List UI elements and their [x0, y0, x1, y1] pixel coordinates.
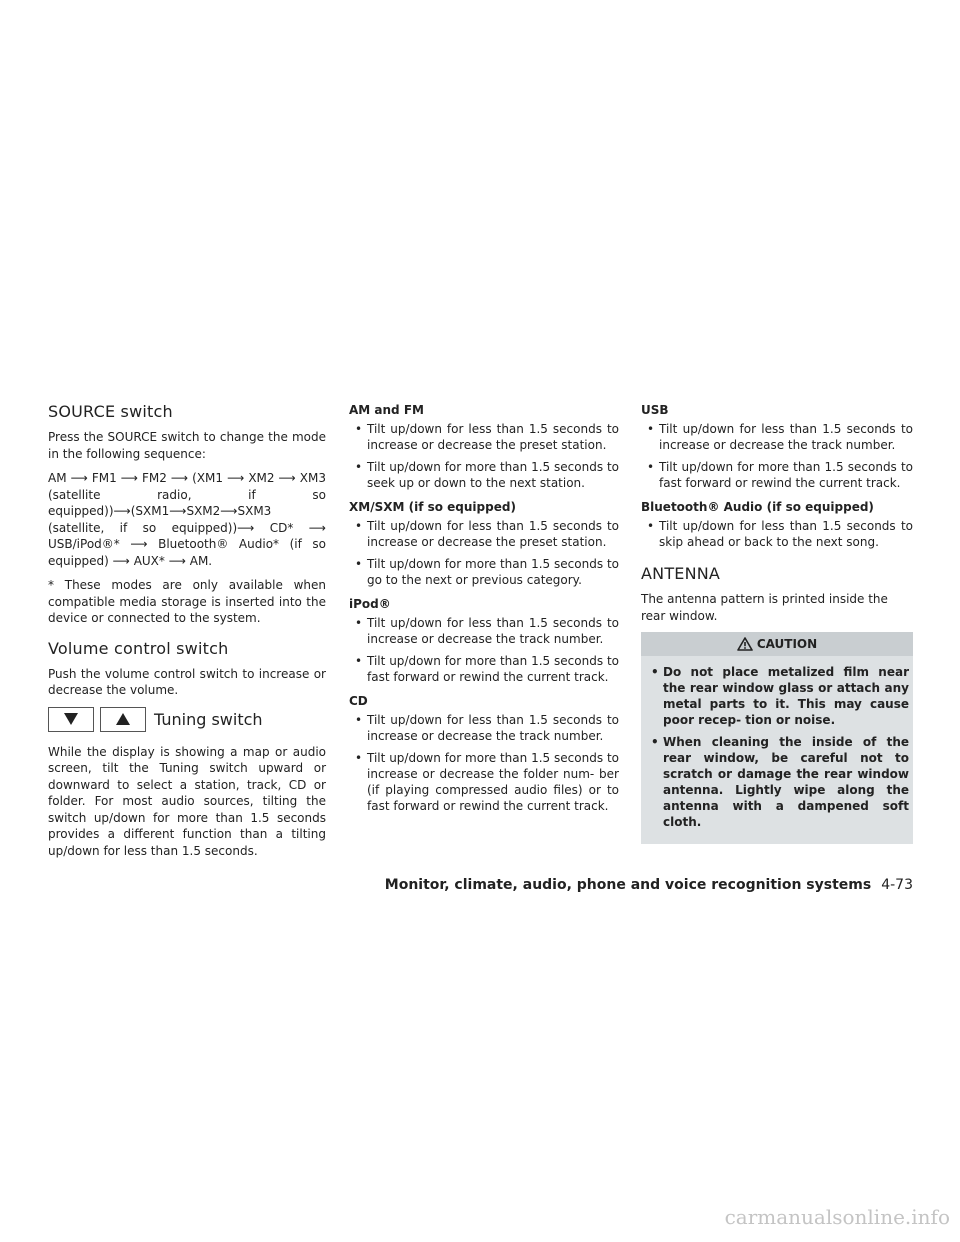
- tune-up-icon: [100, 707, 146, 732]
- cd-list: [349, 712, 619, 814]
- antenna-heading: ANTENNA: [641, 564, 721, 583]
- list-item: • When cleaning the inside of the rear window, be careful not to scratch or damage the rear window antenna. Lightly wipe along the antenna with a dampened soft cloth.: [645, 734, 909, 830]
- tuning-switch-header: [48, 707, 326, 732]
- watermark: carmanualsonline.info: [724, 1205, 950, 1229]
- xm-heading: XM/SXM (if so equipped): [349, 500, 516, 514]
- page-number: 4-73: [881, 877, 913, 893]
- source-sequence-text: AM ⟶ FM1 ⟶ FM2 ⟶ (XM1 ⟶ XM2 ⟶ XM3 (satellite radio, if so equipped))⟶(SXM1⟶SXM2⟶SXM3 (satellite, if so equipped))⟶ CD* ⟶ USB/iPod®* ⟶ Bluetooth® Audio* (if so equipped) ⟶ AUX* ⟶ AM.: [48, 471, 326, 568]
- source-intro-text: Press the SOURCE switch to change the mode in the following sequence:: [48, 430, 326, 461]
- volume-control-heading: Volume control switch: [48, 638, 229, 658]
- list-item: • Tilt up/down for less than 1.5 seconds to increase or decrease the track number.: [349, 615, 619, 647]
- tuning-switch-heading: Tuning switch: [154, 709, 263, 729]
- amfm-heading: AM and FM: [349, 403, 424, 417]
- caution-label: CAUTION: [756, 637, 818, 651]
- usb-list: [641, 421, 913, 491]
- caution-box: [641, 632, 913, 844]
- list-item: • Tilt up/down for more than 1.5 seconds to fast forward or rewind the current track.: [349, 653, 619, 685]
- source-note-text: * These modes are only available when compatible media storage is inserted into the device or connected to the system.: [48, 578, 326, 625]
- list-item: • Tilt up/down for less than 1.5 seconds to increase or decrease the preset station.: [349, 421, 619, 453]
- list-item: • Tilt up/down for less than 1.5 seconds to increase or decrease the preset station.: [349, 518, 619, 550]
- list-item: • Tilt up/down for less than 1.5 seconds to increase or decrease the track number.: [641, 421, 913, 453]
- caution-list: [645, 664, 909, 830]
- ipod-heading: iPod®: [349, 597, 391, 611]
- list-item: • Tilt up/down for more than 1.5 seconds to seek up or down to the next station.: [349, 459, 619, 491]
- column-middle: [349, 402, 619, 822]
- page-footer: [385, 877, 913, 893]
- tuning-switch-text: While the display is showing a map or audio screen, tilt the Tuning switch upward or downward to select a station, track, CD or folder. For most audio sources, tilting the switch up/down for more than 1.5 seconds provides a different function than a tilting up/down for less than 1.5 seconds.: [48, 744, 326, 858]
- list-item: • Tilt up/down for more than 1.5 seconds to fast forward or rewind the current track.: [641, 459, 913, 491]
- bluetooth-audio-heading: Bluetooth® Audio (if so equipped): [641, 500, 874, 514]
- ipod-list: [349, 615, 619, 685]
- footer-section-title: Monitor, climate, audio, phone and voice recognition systems: [384, 877, 872, 893]
- warning-icon: [737, 637, 753, 651]
- column-right: [641, 402, 913, 844]
- list-item: • Tilt up/down for more than 1.5 seconds to increase or decrease the folder num- ber (if playing compressed audio files) or to fast forward or rewind the current track.: [349, 750, 619, 814]
- column-left: [48, 402, 326, 867]
- bluetooth-audio-list: [641, 518, 913, 550]
- tune-down-icon: [48, 707, 94, 732]
- source-switch-heading: SOURCE switch: [48, 402, 173, 421]
- volume-control-text: Push the volume control switch to increase or decrease the volume.: [48, 666, 326, 697]
- list-item: • Tilt up/down for less than 1.5 seconds to skip ahead or back to the next song.: [641, 518, 913, 550]
- usb-heading: USB: [641, 403, 669, 417]
- amfm-list: [349, 421, 619, 491]
- list-item: • Tilt up/down for less than 1.5 seconds to increase or decrease the track number.: [349, 712, 619, 744]
- antenna-text: The antenna pattern is printed inside the rear window.: [641, 592, 888, 623]
- caution-header: [641, 632, 913, 656]
- list-item: • Tilt up/down for more than 1.5 seconds to go to the next or previous category.: [349, 556, 619, 588]
- list-item: • Do not place metalized film near the rear window glass or attach any metal parts to it. This may cause poor recep- tion or noise.: [645, 664, 909, 728]
- xm-list: [349, 518, 619, 588]
- cd-heading: CD: [349, 694, 368, 708]
